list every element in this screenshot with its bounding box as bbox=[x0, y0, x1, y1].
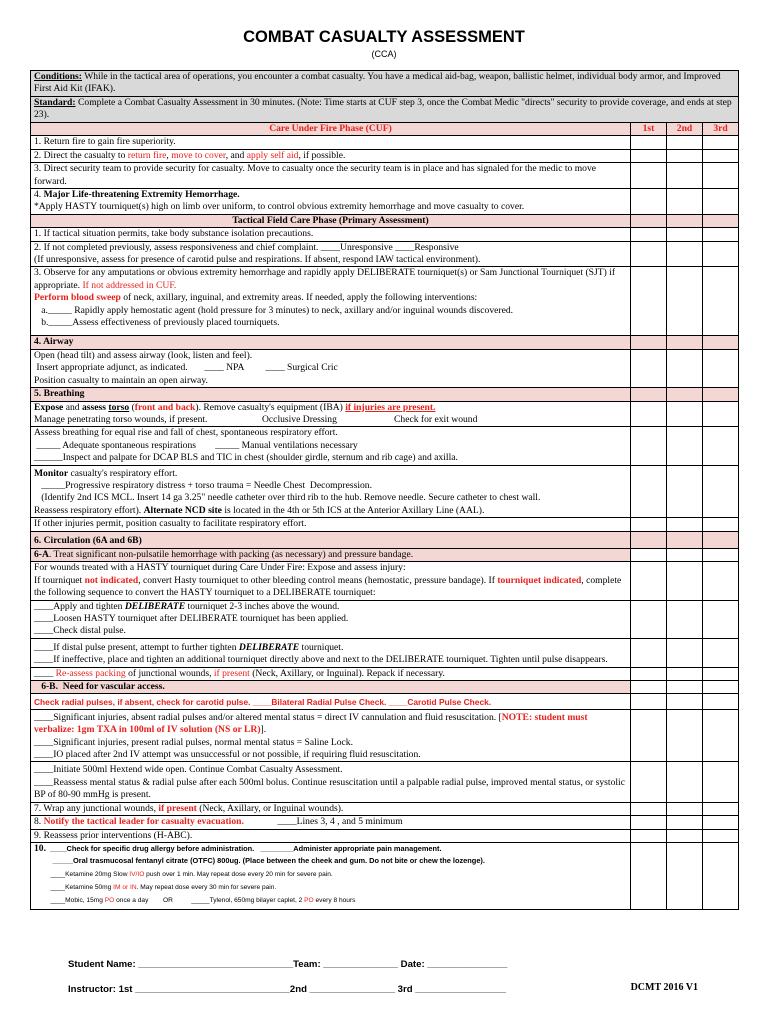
circulation-header: 6. Circulation (6A and 6B) bbox=[31, 531, 631, 548]
check-cell[interactable] bbox=[667, 762, 703, 802]
cuf-step-2-text: , if possible. bbox=[298, 149, 346, 161]
not-indicated-text: not indicated bbox=[84, 574, 139, 586]
position-text: If other injuries permit, position casualty to facilitate respiratory effort. bbox=[31, 518, 631, 531]
if-present-text: if present bbox=[158, 802, 197, 814]
radial-pulse-text: Check radial pulses, if absent, check for carotid pulse. ____Bilateral Radial Pulse Check. ____Carotid Pulse Check. bbox=[31, 694, 631, 709]
assess-breathing-text: Assess breathing for equal rise and fall of chest, spontaneous respiratory effort. bbox=[34, 427, 338, 439]
tq-indicated-text: tourniquet indicated bbox=[497, 574, 582, 586]
repack-text: ____ bbox=[34, 667, 56, 679]
exit-wound-text: Check for exit wound bbox=[394, 413, 478, 425]
check-cell[interactable] bbox=[667, 149, 703, 162]
check-cell[interactable] bbox=[667, 548, 703, 561]
check-cell[interactable] bbox=[703, 802, 739, 815]
tfc-step-3-text: 3. Observe for any amputations or obvious extremity hemorrhage and rapidly apply DELIBERATE tourniquet(s) or Sam Junctional Tourniquet (SJT) if appropriate. bbox=[34, 267, 616, 291]
tfc-step-2 bbox=[31, 241, 739, 267]
tq-step-text: ____Apply and tighten bbox=[34, 600, 125, 612]
inspect-palpate-text: ______Inspect and palpate for DCAP BLS and TIC in chest (shoulder girdle, sternum and rib cage) and axilla. bbox=[34, 452, 458, 464]
instructor-line[interactable]: Instructor: 1st _____________________________2nd ________________ 3rd _________________ bbox=[68, 984, 506, 995]
repack-text: (Neck, Axillary, or Inguinal). Repack if necessary. bbox=[249, 667, 445, 679]
circulation-6a-row bbox=[31, 548, 739, 561]
tq-tighten-row bbox=[31, 638, 739, 667]
check-cell[interactable] bbox=[631, 816, 667, 829]
tfc-step-3 bbox=[31, 267, 739, 336]
check-cell[interactable] bbox=[703, 829, 739, 842]
tylenol-text: every 8 hours bbox=[313, 896, 356, 904]
conditions-row bbox=[31, 71, 739, 97]
step-7-row bbox=[31, 802, 739, 815]
check-cell[interactable] bbox=[667, 667, 703, 680]
check-cell[interactable] bbox=[703, 816, 739, 829]
breathing-text: and bbox=[63, 401, 82, 413]
cuf-step-2 bbox=[31, 149, 739, 162]
expose-text: Expose bbox=[34, 401, 64, 413]
attempt-1-header: 1st bbox=[631, 123, 667, 136]
check-cell[interactable] bbox=[667, 829, 703, 842]
otfc-text: _____Oral trasmucosal fentanyl citrate (OTFC) 800ug. (Place between the cheek and gum. Do not bite or chew the lozenge). bbox=[34, 856, 485, 866]
repack-text: of junctional wounds, bbox=[125, 667, 214, 679]
allergy-text: ____Check for specific drug allergy before administration. ________Administer appropriate pain management. bbox=[46, 843, 442, 853]
tfc-step-3a-text: a._____ Rapidly apply hemostatic agent (hold pressure for 3 minutes) to neck, axillary and/or inguinal wounds discovered. bbox=[34, 304, 514, 316]
front-back-text: front and back bbox=[134, 401, 196, 413]
cuf-step-4-title: Major Life-threatening Extremity Hemorrhage. bbox=[43, 189, 240, 201]
tfc-step-2-text: (If unresponsive, assess for presence of carotid pulse and respirations. If absent, respond IAW tactical environment). bbox=[34, 254, 481, 266]
check-cell[interactable] bbox=[667, 709, 703, 762]
ncd-text: is located in the 4th or 5th ICS at the Anterior Axillary Line (AAL). bbox=[221, 504, 485, 516]
check-cell[interactable] bbox=[667, 401, 703, 427]
breathing-text: ). Remove casualty's equipment (IBA) bbox=[195, 401, 346, 413]
check-cell[interactable] bbox=[703, 241, 739, 267]
check-cell[interactable] bbox=[631, 842, 667, 909]
blood-sweep-text: Perform blood sweep bbox=[34, 292, 121, 304]
tfc-step-3b-text: b._____Assess effectiveness of previously placed tourniquets. bbox=[34, 317, 280, 329]
step-7-text: (Neck, Axillary, or Inguinal wounds). bbox=[196, 802, 344, 814]
ncd-text: Reassess respiratory effort). bbox=[34, 504, 144, 516]
check-cell[interactable] bbox=[667, 694, 703, 709]
cuf-header-row bbox=[31, 123, 739, 136]
tfc-step-1-text: 1. If tactical situation permits, take body substance isolation precautions. bbox=[31, 228, 631, 241]
6a-text: . Treat significant non-pulsatile hemorrhage with packing (as necessary) and pressure bandage. bbox=[48, 548, 414, 560]
check-cell[interactable] bbox=[667, 241, 703, 267]
cuf-step-3 bbox=[31, 163, 739, 189]
breathing-text: ( bbox=[129, 401, 135, 413]
hasty-tq-row bbox=[31, 562, 739, 600]
repack-row bbox=[31, 667, 739, 680]
assessment-table bbox=[30, 70, 739, 910]
cuf-step-2-text: , and bbox=[225, 149, 247, 161]
check-cell[interactable] bbox=[703, 401, 739, 427]
txa-note-text: NOTE: student must verbalize: 1gm TXA in 100ml of IV solution (NS or LR) bbox=[34, 711, 588, 736]
reassess-packing-text: Re-assess packing bbox=[55, 667, 126, 679]
hasty-tq-text: For wounds treated with a HASTY tourniquet during Care Under Fire: Expose and assess injury: bbox=[34, 562, 406, 574]
airway-header-row bbox=[31, 336, 739, 349]
if-present-text: if present bbox=[213, 667, 250, 679]
check-cell[interactable] bbox=[703, 149, 739, 162]
respirations-text: _____ Adequate spontaneous respirations _____ Manual ventilations necessary bbox=[34, 439, 358, 451]
cuf-step-1-text: 1. Return fire to gain fire superiority. bbox=[31, 136, 631, 149]
ketamine-iv-text: ____Ketamine 20mg Slow bbox=[34, 870, 130, 878]
check-cell[interactable] bbox=[631, 600, 667, 638]
check-cell[interactable] bbox=[703, 709, 739, 762]
deliberate-text: DELIBERATE bbox=[238, 641, 300, 653]
self-aid-text: apply self aid bbox=[246, 149, 299, 161]
hasty-tq-text: If tourniquet bbox=[34, 574, 85, 586]
step-9-row bbox=[31, 829, 739, 842]
check-cell[interactable] bbox=[667, 600, 703, 638]
not-addressed-text: If not addressed in CUF. bbox=[82, 279, 177, 291]
tq-step-text: ____Check distal pulse. bbox=[34, 625, 126, 637]
step-8-row bbox=[31, 816, 739, 829]
check-cell[interactable] bbox=[703, 667, 739, 680]
return-fire-text: return fire bbox=[127, 149, 167, 161]
check-cell[interactable] bbox=[667, 189, 703, 215]
if-injuries-text: if injuries are present. bbox=[345, 401, 436, 413]
check-cell[interactable] bbox=[667, 802, 703, 815]
cuf-step-4-text: 4. bbox=[34, 189, 44, 201]
iv-io-text: IV/IO bbox=[129, 870, 145, 878]
check-cell[interactable] bbox=[667, 349, 703, 387]
deliberate-text: DELIBERATE bbox=[124, 600, 186, 612]
check-cell[interactable] bbox=[631, 427, 667, 465]
breathing-header-row bbox=[31, 388, 739, 401]
io-text: ____IO placed after 2nd IV attempt was unsuccessful or not possible, if requiring fluid resuscitation. bbox=[34, 749, 421, 761]
notify-leader-text: Notify the tactical leader for casualty evacuation. bbox=[43, 816, 244, 828]
check-cell[interactable] bbox=[631, 267, 667, 336]
mobic-text: ____Mobic, 15mg bbox=[34, 896, 105, 904]
check-cell[interactable] bbox=[631, 518, 667, 531]
attempt-3-header: 3rd bbox=[703, 123, 739, 136]
standard-label: Standard: bbox=[34, 97, 76, 108]
breathing-assess-row bbox=[31, 427, 739, 465]
breathing-position-row bbox=[31, 518, 739, 531]
check-cell[interactable] bbox=[703, 762, 739, 802]
alt-ncd-text: Alternate NCD site bbox=[143, 504, 222, 516]
check-cell[interactable] bbox=[631, 241, 667, 267]
check-cell[interactable] bbox=[703, 548, 739, 561]
breathing-monitor-row bbox=[31, 465, 739, 518]
conditions-label: Conditions: bbox=[34, 71, 82, 82]
check-cell[interactable] bbox=[631, 189, 667, 215]
6a-label: 6-A bbox=[34, 548, 49, 560]
page-title: COMBAT CASUALTY ASSESSMENT bbox=[243, 28, 525, 46]
check-cell[interactable] bbox=[631, 802, 667, 815]
check-cell[interactable] bbox=[631, 694, 667, 709]
iv-access-row bbox=[31, 709, 739, 762]
check-cell[interactable] bbox=[631, 638, 667, 667]
check-cell[interactable] bbox=[667, 562, 703, 600]
cuf-step-1 bbox=[31, 136, 739, 149]
airway-header: 4. Airway bbox=[31, 336, 631, 349]
ncd-text: (Identify 2nd ICS MCL. Insert 14 ga 3.25" needle catheter over third rib to the hub. Remove needle. Secure catheter to chest wall. bbox=[34, 492, 541, 504]
check-cell[interactable] bbox=[703, 465, 739, 518]
check-cell[interactable] bbox=[631, 762, 667, 802]
iv-text: ____Significant injuries, absent radial pulses and/or altered mental status = direct IV cannulation and fluid resuscitation. [ bbox=[34, 711, 502, 723]
check-cell[interactable] bbox=[667, 228, 703, 241]
6b-header: 6-B. Need for vascular access. bbox=[31, 681, 631, 694]
cuf-step-3-text: 3. Direct security team to provide security for casualty. Move to casualty once the security team is in place and has signaled for the medic to move forward. bbox=[31, 163, 631, 189]
lines-text: ____Lines 3, 4 , and 5 minimum bbox=[243, 816, 403, 828]
ketamine-im-text: . May repeat dose every 30 min for severe pain. bbox=[136, 883, 277, 891]
po-text: PO bbox=[104, 896, 115, 904]
tq-step-text: ____If distal pulse present, attempt to further tighten bbox=[34, 641, 239, 653]
check-cell[interactable] bbox=[631, 667, 667, 680]
tfc-header: Tactical Field Care Phase (Primary Assessment) bbox=[31, 214, 631, 227]
hasty-tq-text: , convert Hasty tourniquet to other bleeding control means (hemostatic, pressure bandage). If bbox=[138, 574, 498, 586]
check-cell[interactable] bbox=[631, 401, 667, 427]
check-cell[interactable] bbox=[631, 548, 667, 561]
check-cell[interactable] bbox=[667, 136, 703, 149]
check-cell[interactable] bbox=[631, 163, 667, 189]
step-7-text: 7. Wrap any junctional wounds, bbox=[34, 802, 159, 814]
version-label: DCMT 2016 V1 bbox=[630, 982, 698, 993]
cuf-step-2-text: , bbox=[166, 149, 172, 161]
circulation-header-row bbox=[31, 531, 739, 548]
ncd-text: _____Progressive respiratory distress + torso trauma = Needle Chest Decompression. bbox=[34, 479, 373, 491]
tq-step-text: ____If ineffective, place and tighten an additional tourniquet directly above and next to the DELIBERATE tourniquet. Tighten until pulse disappears. bbox=[34, 654, 608, 666]
tfc-step-3-text: of neck, axillary, inguinal, and extremity areas. If needed, apply the following interventions: bbox=[120, 292, 478, 304]
mobic-text: once a day OR _____Tylenol, 650mg bilayer caplet, 2 bbox=[114, 896, 305, 904]
check-cell[interactable] bbox=[703, 694, 739, 709]
standard-text: Complete a Combat Casualty Assessment in 30 minutes. (Note: Time starts at CUF step 3, once the Combat Medic "directs" security to provide coverage, and ends at step 23). bbox=[34, 97, 732, 121]
hextend-text: ____Initiate 500ml Hextend wide open. Continue Combat Casualty Assessment. bbox=[34, 764, 343, 776]
airway-adjunct-text: Insert appropriate adjunct, as indicated. ____ NPA ____ Surgical Cric bbox=[34, 362, 338, 374]
check-cell[interactable] bbox=[703, 842, 739, 909]
po-text: PO bbox=[304, 896, 314, 904]
check-cell[interactable] bbox=[631, 709, 667, 762]
check-cell[interactable] bbox=[667, 816, 703, 829]
check-cell[interactable] bbox=[703, 427, 739, 465]
check-cell[interactable] bbox=[703, 518, 739, 531]
conditions-text: While in the tactical area of operations, you encounter a combat casualty. You have a medical aid-bag, weapon, ballistic helmet, individual body armor, and Improved First Aid Kit (IFAK). bbox=[34, 71, 721, 95]
im-in-text: IM or IN bbox=[113, 883, 137, 891]
check-cell[interactable] bbox=[703, 600, 739, 638]
move-to-cover-text: move to cover bbox=[171, 149, 226, 161]
breathing-header: 5. Breathing bbox=[31, 388, 631, 401]
tq-step-text: tourniquet. bbox=[299, 641, 344, 653]
tq-sequence-row bbox=[31, 600, 739, 638]
step-9-text: 9. Reassess prior interventions (H-ABC). bbox=[31, 829, 631, 842]
cuf-step-2-text: 2. Direct the casualty to bbox=[34, 149, 128, 161]
check-cell[interactable] bbox=[667, 465, 703, 518]
check-cell[interactable] bbox=[631, 149, 667, 162]
check-cell[interactable] bbox=[631, 562, 667, 600]
airway-text: Open (head tilt) and assess airway (look, listen and feel). bbox=[34, 349, 253, 361]
step-8-text: 8. bbox=[34, 816, 44, 828]
check-cell[interactable] bbox=[667, 518, 703, 531]
airway-row bbox=[31, 349, 739, 387]
airway-text: Position casualty to maintain an open airway. bbox=[34, 374, 208, 386]
check-cell[interactable] bbox=[703, 228, 739, 241]
radial-pulse-row bbox=[31, 694, 739, 709]
check-cell[interactable] bbox=[703, 163, 739, 189]
saline-lock-text: ____Significant injuries, present radial pulses, normal mental status = Saline Lock. bbox=[34, 736, 354, 748]
check-cell[interactable] bbox=[667, 427, 703, 465]
manage-wounds-text: Manage penetrating torso wounds, if present. bbox=[34, 413, 208, 425]
monitor-text: Monitor bbox=[34, 467, 69, 479]
tq-step-text: ____Loosen HASTY tourniquet after DELIBERATE tourniquet has been applied. bbox=[34, 613, 349, 624]
breathing-text: casualty's respiratory effort. bbox=[68, 467, 178, 479]
tfc-step-2-text: 2. If not completed previously, assess responsiveness and chief complaint. ____Unresponsive ____Responsive bbox=[34, 241, 459, 253]
occlusive-dressing-text: Occlusive Dressing bbox=[262, 413, 337, 425]
check-cell[interactable] bbox=[667, 163, 703, 189]
attempt-2-header: 2nd bbox=[667, 123, 703, 136]
check-cell[interactable] bbox=[667, 267, 703, 336]
check-cell[interactable] bbox=[703, 189, 739, 215]
iv-text: ]. bbox=[260, 724, 267, 736]
hasty-tq-text: , complete the following sequence to convert the HASTY tourniquet to a DELIBERATE tourniquet: bbox=[34, 574, 622, 599]
assess-text: assess bbox=[81, 401, 106, 413]
ketamine-im-text: ____Ketamine 50mg bbox=[34, 883, 114, 891]
tfc-header-row bbox=[31, 214, 739, 227]
reassess-bolus-text: ____Reassess mental status & radial pulse after each 500ml bolus. Continue resuscitation until a palpable radial pulse, improved mental status, or systolic BP of 80-90 mmHg is present. bbox=[34, 776, 625, 801]
page-subtitle: (CCA) bbox=[371, 49, 397, 59]
ketamine-iv-text: push over 1 min. May repeat dose every 20 min for severe pain. bbox=[144, 870, 333, 878]
student-name-line[interactable]: Student Name: _____________________________Team: ______________ Date: _______________ bbox=[68, 959, 508, 970]
step-10-row bbox=[31, 842, 739, 909]
check-cell[interactable] bbox=[667, 638, 703, 667]
check-cell[interactable] bbox=[703, 349, 739, 387]
cuf-header: Care Under Fire Phase (CUF) bbox=[31, 123, 631, 136]
check-cell[interactable] bbox=[631, 228, 667, 241]
check-cell[interactable] bbox=[703, 267, 739, 336]
check-cell[interactable] bbox=[631, 465, 667, 518]
check-cell[interactable] bbox=[703, 562, 739, 600]
torso-text: torso bbox=[108, 401, 130, 413]
check-cell[interactable] bbox=[631, 136, 667, 149]
step-10-number: 10. bbox=[34, 842, 46, 854]
check-cell[interactable] bbox=[631, 349, 667, 387]
hextend-row bbox=[31, 762, 739, 802]
standard-row bbox=[31, 97, 739, 123]
breathing-expose-row bbox=[31, 401, 739, 427]
check-cell[interactable] bbox=[631, 829, 667, 842]
cuf-step-4-text: *Apply HASTY tourniquet(s) high on limb over uniform, to control obvious extremity hemorrhage and move casualty to cover. bbox=[34, 201, 525, 213]
tfc-step-1 bbox=[31, 228, 739, 241]
check-cell[interactable] bbox=[703, 638, 739, 667]
check-cell[interactable] bbox=[667, 842, 703, 909]
tq-step-text: tourniquet 2-3 inches above the wound. bbox=[185, 600, 340, 612]
cuf-step-4 bbox=[31, 189, 739, 215]
check-cell[interactable] bbox=[703, 136, 739, 149]
circulation-6b-row bbox=[31, 681, 739, 694]
